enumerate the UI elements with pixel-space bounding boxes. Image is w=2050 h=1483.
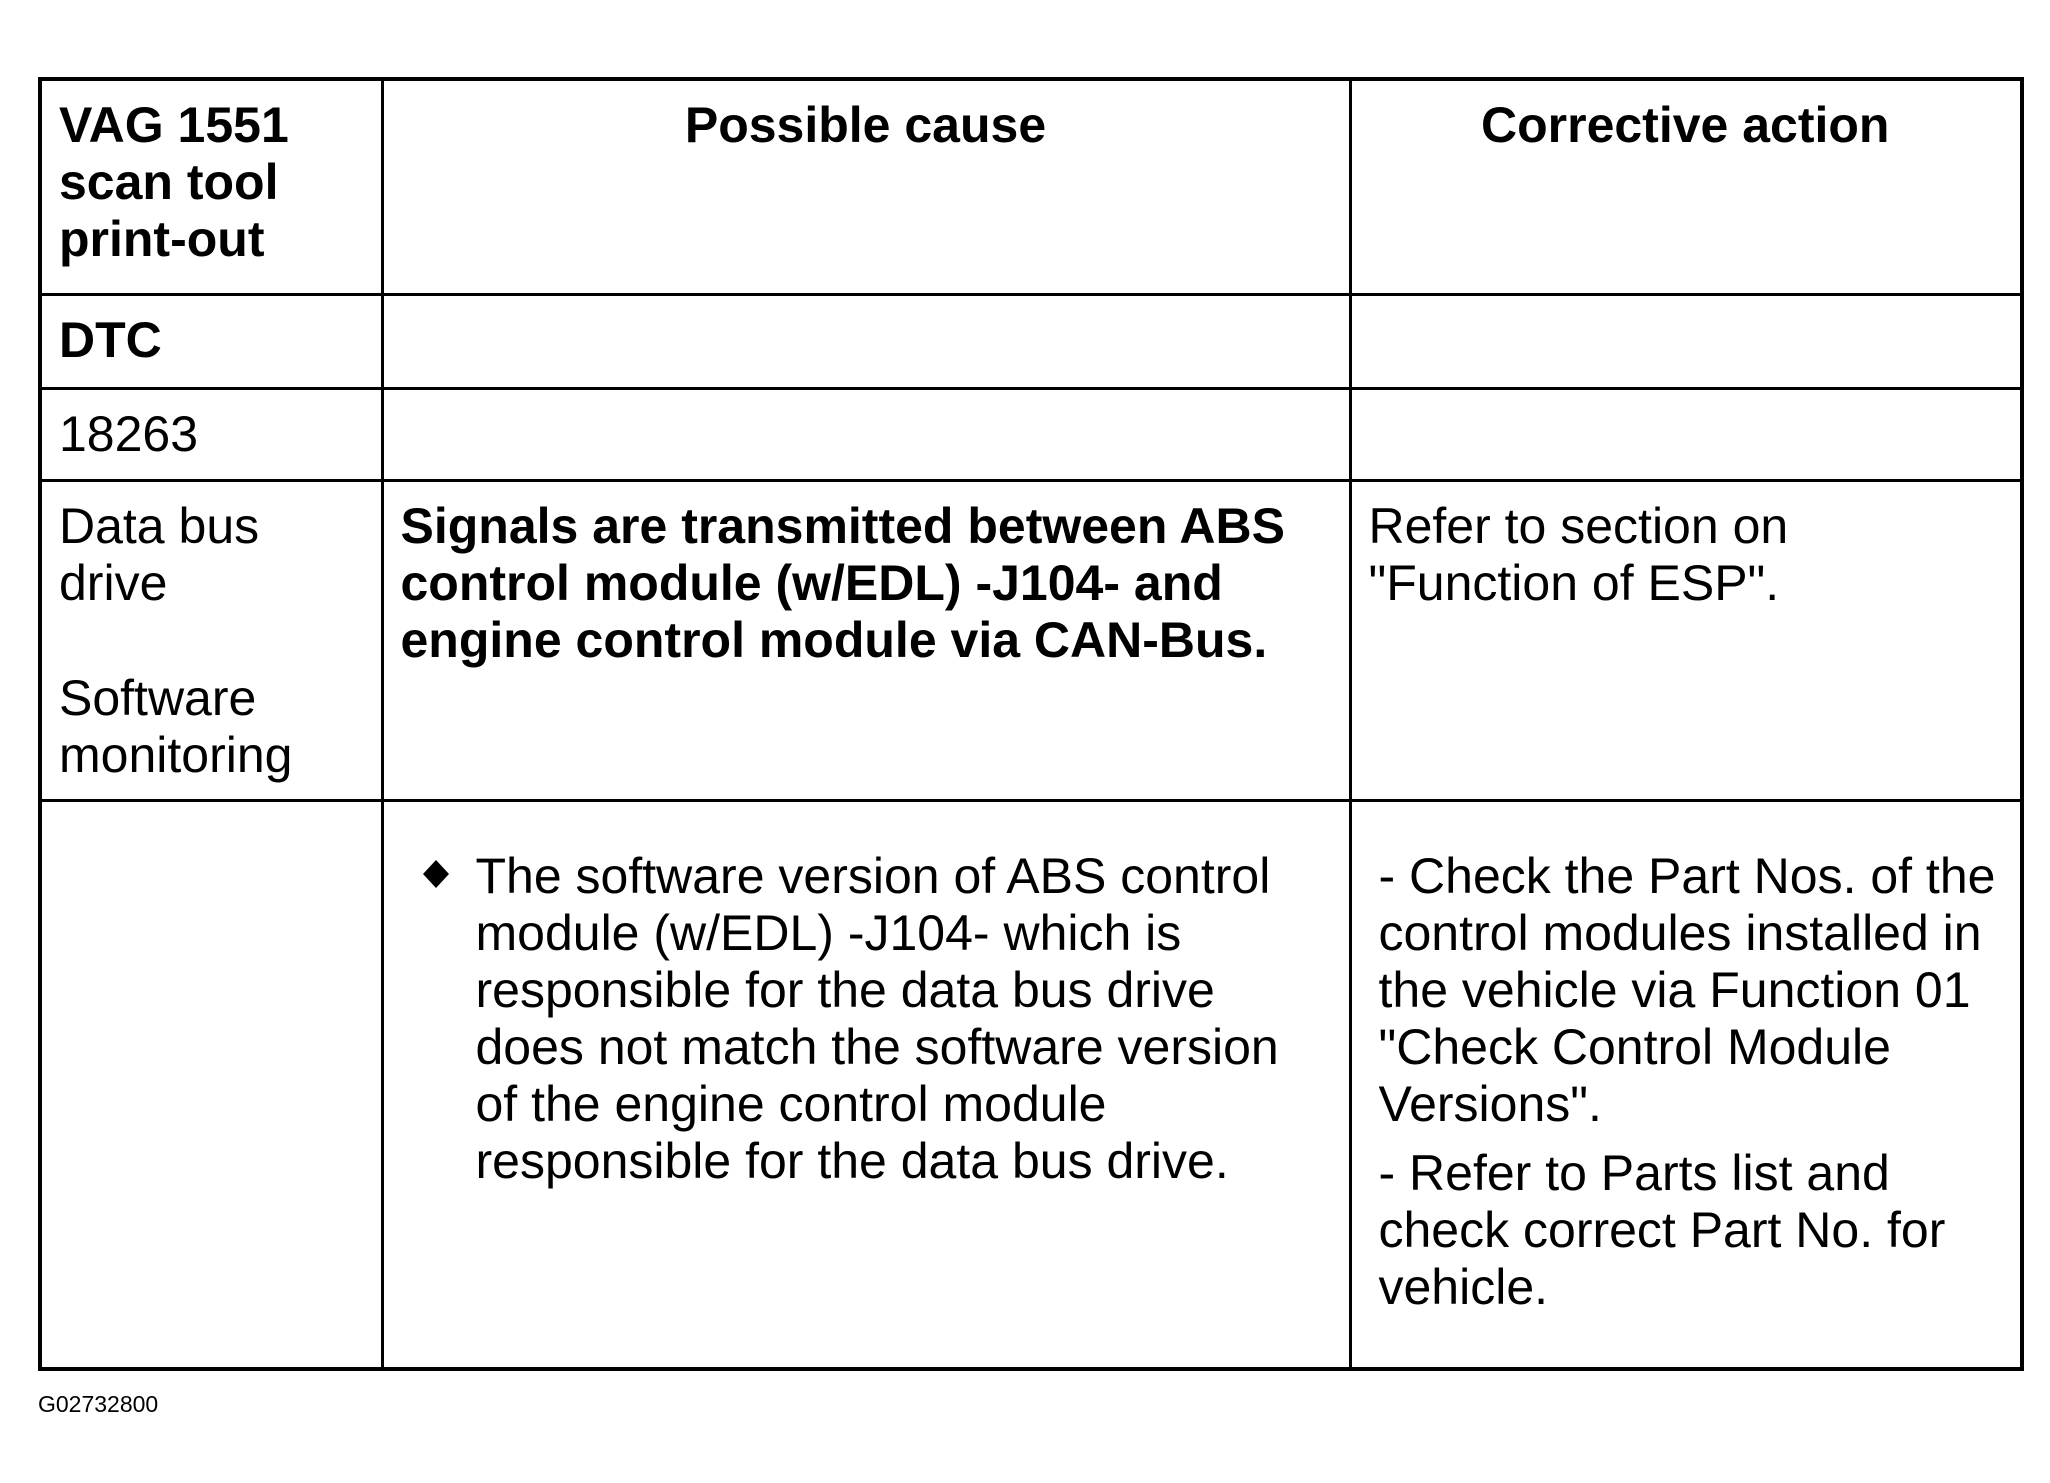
dtc-code: 18263 <box>59 405 199 462</box>
fault-row <box>40 480 2022 800</box>
header-row <box>40 79 2022 294</box>
header-possible-cause-cell <box>382 79 1350 294</box>
detail-actions <box>1352 802 2021 1316</box>
detail-cause: The software version of ABS control module (w/EDL) -J104- which is responsible for the data bus drive does not match the software version of the engine control module responsible for the data bus drive. <box>475 847 1279 1189</box>
detail-row <box>40 800 2022 1369</box>
empty-cell <box>1350 388 2022 480</box>
fault-line-data-bus: Data bus drive <box>59 497 260 611</box>
action-refer-parts-list: - Refer to Parts list and check correct Part No. for vehicle. <box>1378 1144 1946 1315</box>
fault-cause: Signals are transmitted between ABS control module (w/EDL) -J104- and engine control module via CAN-Bus. <box>400 497 1285 668</box>
action-check-part-numbers: - Check the Part Nos. of the control modules installed in the vehicle via Function 01 "Check Control Module Versions". <box>1378 847 1996 1132</box>
diamond-bullet-icon <box>422 860 450 888</box>
empty-cell <box>40 800 382 1369</box>
fault-action-cell <box>1350 480 2022 800</box>
header-possible-cause: Possible cause <box>684 97 1047 153</box>
fault-description-cell <box>40 480 382 800</box>
dtc-table <box>38 77 2024 1371</box>
empty-cell <box>382 294 1350 388</box>
dtc-label: DTC <box>59 311 162 368</box>
fault-action: Refer to section on "Function of ESP". <box>1368 497 1789 611</box>
empty-cell <box>382 388 1350 480</box>
detail-action-cell <box>1350 800 2022 1369</box>
fault-description <box>42 482 381 784</box>
bullet-item <box>384 802 1349 1190</box>
figure-id: G02732800 <box>38 1391 159 1417</box>
header-scan-tool-cell <box>40 79 382 294</box>
header-corrective-action-cell <box>1350 79 2022 294</box>
dtc-label-cell <box>40 294 382 388</box>
header-scan-tool: VAG 1551 scan tool print-out <box>59 97 289 267</box>
empty-cell <box>1350 294 2022 388</box>
dtc-code-row <box>40 388 2022 480</box>
fault-cause-cell <box>382 480 1350 800</box>
dtc-label-row <box>40 294 2022 388</box>
header-corrective-action: Corrective action <box>1481 97 1890 153</box>
detail-cause-cell <box>382 800 1350 1369</box>
fault-line-software: Software monitoring <box>59 669 293 783</box>
dtc-code-cell <box>40 388 382 480</box>
